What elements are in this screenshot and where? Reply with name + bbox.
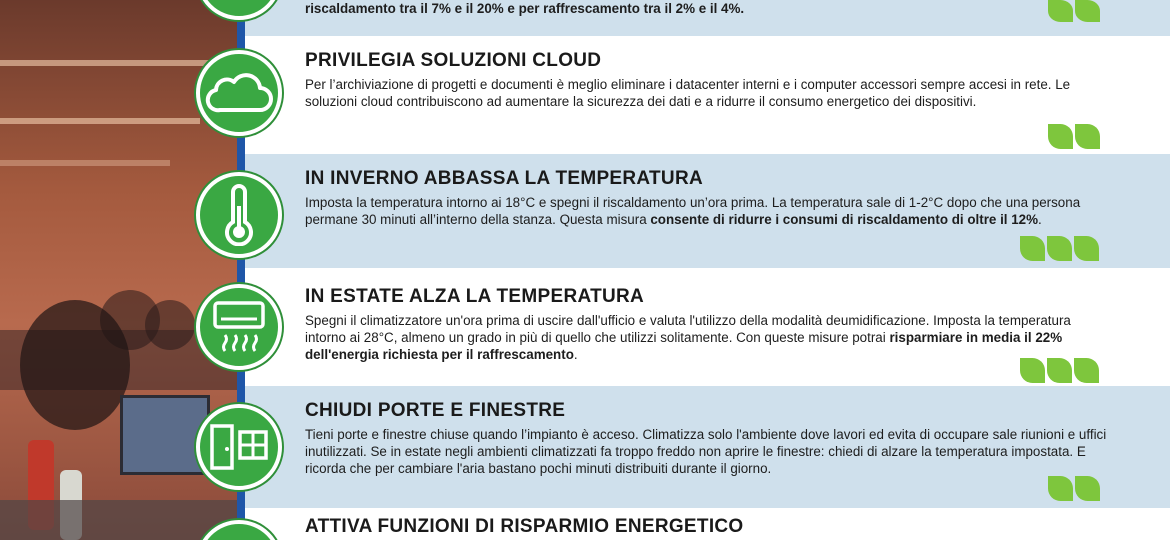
leaf-icon bbox=[1048, 124, 1073, 149]
thermometer-icon bbox=[196, 172, 282, 258]
body-end: . bbox=[573, 347, 578, 362]
leaf-icon bbox=[1075, 476, 1100, 501]
leaf-icon bbox=[1048, 476, 1073, 501]
body-highlight: consente di ridurre i consumi di riscaldamento di oltre il 12% bbox=[650, 212, 1039, 227]
rating-leaves bbox=[1048, 124, 1100, 149]
cloud-icon bbox=[196, 50, 282, 136]
leaf-icon bbox=[1048, 0, 1073, 22]
section-title: IN INVERNO ABBASSA LA TEMPERATURA bbox=[305, 168, 703, 189]
section-energy bbox=[305, 516, 1110, 538]
rating-leaves bbox=[1020, 358, 1099, 383]
section-title: CHIUDI PORTE E FINESTRE bbox=[305, 400, 566, 421]
section-body: Per l’archiviazione di progetti e documenti è meglio eliminare i datacenter interni e i computer accessori sempre accesi in rete. Le soluzioni cloud contribuiscono ad aumentare la sicurezza dei dati e a ridurre il consumo energetico dei dispositivi. bbox=[305, 77, 1071, 109]
section-body: Tieni porte e finestre chiuse quando l’impianto è acceso. Climatizza solo l'ambiente dove lavori ed evita di occupare sale riunioni e uffici inutilizzati. Se in estate negli ambienti climatizzati fa troppo freddo non aprire le finestre: chiedi di alzare la temperatura impostata. E ricorda che per cambiare l'aria bastano pochi minuti distribuiti durante il giorno. bbox=[305, 427, 1107, 476]
leaf-icon bbox=[1074, 236, 1099, 261]
body-text: Spegni il climatizzatore un'ora prima di uscire dall'ufficio e valuta l'utilizzo della modalità deumidificazione. Imposta la temperatura intorno ai 28°C, almeno un grado in più di quello che utilizzi solitamente. Con queste misure potrai bbox=[305, 313, 1071, 345]
air-conditioner-icon bbox=[196, 284, 282, 370]
leaf-icon bbox=[1075, 124, 1100, 149]
body-end: . bbox=[1038, 212, 1042, 227]
section-title: ATTIVA FUNZIONI DI RISPARMIO ENERGETICO bbox=[305, 516, 744, 537]
section-summer bbox=[305, 286, 1110, 363]
rating-leaves bbox=[1048, 476, 1100, 501]
section-title: IN ESTATE ALZA LA TEMPERATURA bbox=[305, 286, 645, 307]
leaf-icon bbox=[1074, 358, 1099, 383]
section-doors bbox=[305, 400, 1110, 477]
section-body bbox=[305, 312, 1110, 363]
previous-section-text: riscaldamento tra il 7% e il 20% e per raffrescamento tra il 2% e il 4%. bbox=[305, 1, 745, 16]
section-winter bbox=[305, 168, 1110, 228]
previous-section-leaves bbox=[1048, 0, 1100, 22]
body-text: Imposta la temperatura intorno ai 18°C e spegni il riscaldamento un’ora prima. La temperatura sale di 1-2°C dopo che una persona permane 30 minuti all’interno della stanza. Questa misura bbox=[305, 195, 1081, 227]
leaf-icon bbox=[1020, 358, 1045, 383]
leaf-icon bbox=[1020, 236, 1045, 261]
leaf-icon bbox=[1075, 0, 1100, 22]
section-title: PRIVILEGIA SOLUZIONI CLOUD bbox=[305, 50, 602, 71]
leaf-icon bbox=[1047, 236, 1072, 261]
section-cloud bbox=[305, 50, 1110, 110]
body-highlight: risparmiare in media il 22% dell'energia richiesta per il raffrescamento bbox=[305, 330, 1063, 362]
section-body bbox=[305, 194, 1110, 228]
rating-leaves bbox=[1020, 236, 1099, 261]
door-window-icon bbox=[196, 404, 282, 490]
leaf-icon bbox=[1047, 358, 1072, 383]
